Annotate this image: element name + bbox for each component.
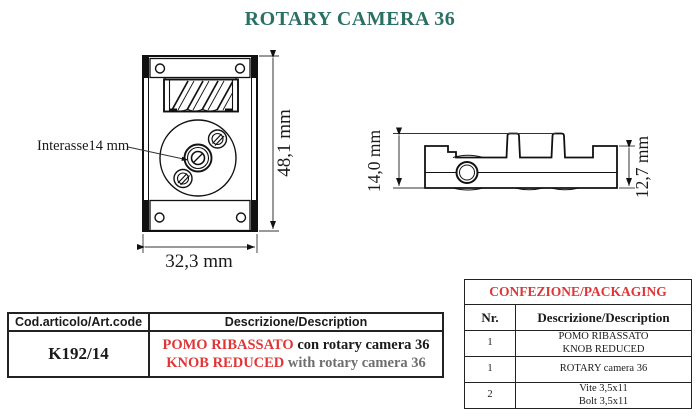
article-code-header: Cod.articolo/Art.code (8, 313, 149, 331)
packaging-description-header: Descrizione/Description (516, 305, 692, 331)
packaging-row-description: POMO RIBASSATO KNOB REDUCED (516, 331, 692, 357)
packaging-row-qty: 1 (465, 357, 516, 383)
article-table-header-row (8, 313, 443, 331)
cam-screw-icon (174, 170, 192, 188)
packaging-row-qty: 1 (465, 331, 516, 357)
packaging-nr-header: Nr. (465, 305, 516, 331)
packaging-row (465, 357, 692, 383)
packaging-row-description: Vite 3,5x11 Bolt 3,5x11 (516, 383, 692, 409)
packaging-header-row (465, 305, 692, 331)
article-description-value (149, 331, 443, 377)
dim-height-label: 48,1 mm (274, 109, 295, 177)
central-hub (185, 145, 212, 172)
cam-screw-icon (209, 130, 227, 148)
article-table-row (8, 331, 443, 377)
dim-width-label: 32,3 mm (165, 251, 233, 272)
article-description-header: Descrizione/Description (149, 313, 443, 331)
article-table (7, 312, 444, 378)
packaging-table (464, 279, 692, 409)
page-title: ROTARY CAMERA 36 (244, 8, 456, 30)
description-line-1: POMO RIBASSATO con rotary camera 36 (162, 336, 430, 353)
packaging-row (465, 383, 692, 409)
description-line-2: KNOB REDUCED with rotary camera 36 (166, 355, 426, 371)
packaging-row (465, 331, 692, 357)
packaging-row-qty: 2 (465, 383, 516, 409)
packaging-row-description: ROTARY camera 36 (516, 357, 692, 383)
interasse-label: Interasse14 mm (37, 138, 130, 154)
dim-side-right-label: 12,7 mm (632, 135, 652, 199)
packaging-title-row (465, 280, 692, 305)
dim-side-height-label: 14,0 mm (364, 129, 384, 193)
side-view-drawing (425, 134, 617, 191)
article-code-value: K192/14 (8, 331, 149, 377)
front-view-drawing (143, 56, 257, 231)
packaging-title: CONFEZIONE/PACKAGING (465, 280, 692, 305)
